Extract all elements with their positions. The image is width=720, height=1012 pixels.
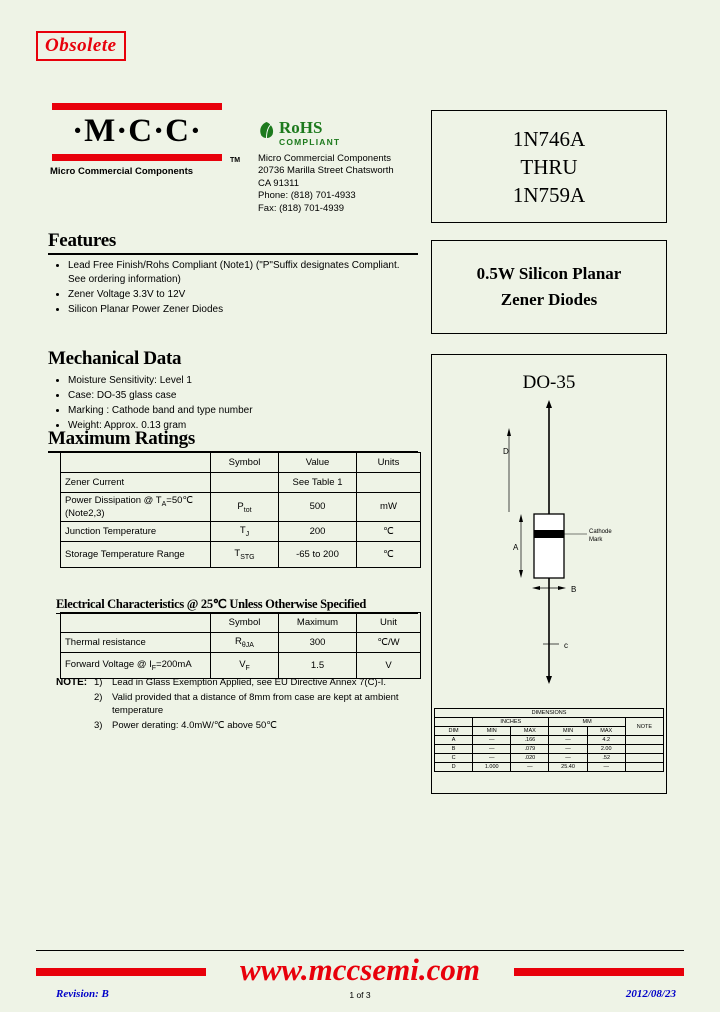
logo-bar-top — [52, 103, 222, 110]
mr-row0-param: Zener Current — [61, 473, 211, 493]
ec-row0-symbol-text: R — [235, 636, 242, 648]
mechanical-list — [48, 374, 418, 433]
ec-row0-unit: ℃/W — [357, 633, 421, 653]
table-row — [435, 754, 664, 763]
website-link[interactable]: www.mccsemi.com — [240, 952, 480, 987]
company-logo — [48, 103, 241, 177]
table-row — [435, 745, 664, 754]
mr-row1-param-text: Power Dissipation @ T — [65, 495, 162, 506]
mr-row1-symbol-text: P — [237, 500, 244, 512]
note-1-text: Lead in Glass Exemption Applied, see EU Directive Annex 7(C)-I. — [112, 677, 387, 688]
dim-row-a-in-min: — — [473, 736, 511, 745]
dim-row-b-in-min: — — [473, 745, 511, 754]
mr-row1-param — [61, 493, 211, 522]
dim-blank — [435, 718, 473, 727]
max-ratings-table-wrap — [60, 452, 421, 568]
dim-b-label: B — [571, 585, 577, 594]
obsolete-stamp: Obsolete — [36, 31, 126, 61]
dim-row-d-in-max: — — [511, 763, 549, 772]
ec-row1-symbol — [211, 653, 279, 679]
ec-row1-symbol-text: V — [239, 659, 246, 671]
company-address — [258, 153, 433, 215]
cathode-label-2: Mark — [589, 537, 603, 543]
list-item: • Zener Voltage 3.3V to 12V — [68, 288, 418, 302]
notes-block — [56, 676, 436, 734]
part-number-line1: 1N746A — [512, 126, 586, 151]
table-row — [435, 763, 664, 772]
dim-row-d-mm-max: — — [587, 763, 625, 772]
list-item: • Marking : Cathode band and type number — [68, 404, 418, 418]
dim-row-a-note — [625, 736, 663, 745]
page-number: 1 of 3 — [349, 990, 371, 1000]
rohs-title — [279, 120, 340, 150]
table-row — [435, 736, 664, 745]
ec-row1-unit: V — [357, 653, 421, 679]
mechanical-section — [48, 348, 418, 434]
mr-row2-symbol — [211, 521, 279, 541]
mr-head-symbol: Symbol — [211, 453, 279, 473]
dim-row-b-dim: B — [435, 745, 473, 754]
svg-text:D: D — [503, 447, 509, 456]
footer-divider — [36, 950, 684, 951]
table-row — [61, 493, 421, 522]
logo-subtitle: Micro Commercial Components — [50, 166, 194, 177]
dimensions-title: DIMENSIONS — [435, 709, 664, 718]
dim-c-label: c — [564, 641, 568, 650]
mr-row3-symbol-text: T — [234, 547, 241, 559]
list-item: 2) Valid provided that a distance of 8mm from case are kept at ambient temperature — [94, 692, 399, 716]
mr-row3-param: Storage Temperature Range — [61, 541, 211, 567]
part-number-line3: 1N759A — [512, 182, 586, 207]
mr-row0-symbol — [211, 473, 279, 493]
footer-bar-right — [514, 968, 684, 976]
dim-row-c-note — [625, 754, 663, 763]
dim-a-label: A — [513, 543, 519, 552]
ec-row0-symbol-sub: θJA — [241, 641, 254, 649]
revision-label: Revision: B — [56, 988, 109, 1000]
features-title: Features — [48, 230, 116, 251]
rohs-header — [258, 120, 433, 150]
max-ratings-table — [60, 452, 421, 568]
list-item: • Case: DO-35 glass case — [68, 389, 418, 403]
max-ratings-section — [48, 428, 418, 453]
table-header-row — [61, 453, 421, 473]
features-list — [48, 259, 418, 316]
logo-bar-bottom — [52, 154, 222, 161]
dim-row-c-mm-max: .52 — [587, 754, 625, 763]
mr-row1-unit: mW — [357, 493, 421, 522]
address-line2: CA 91311 — [258, 177, 300, 189]
dim-row-c-in-min: — — [473, 754, 511, 763]
dim-group-inches: INCHES — [473, 718, 549, 727]
mr-row0-unit — [357, 473, 421, 493]
max-ratings-title: Maximum Ratings — [48, 428, 195, 449]
mr-row2-value: 200 — [279, 521, 357, 541]
footer-bar-left — [36, 968, 206, 976]
list-item: • Silicon Planar Power Zener Diodes — [68, 303, 418, 317]
ec-row1-param-sub: F — [151, 664, 157, 672]
document-date: 2012/08/23 — [625, 988, 676, 1000]
mr-head-units: Units — [357, 453, 421, 473]
mr-row1-symbol-sub: tot — [243, 506, 252, 514]
cathode-label-1: Cathode — [589, 529, 612, 535]
dim-row-b-note — [625, 745, 663, 754]
part-number-line2: THRU — [520, 154, 578, 179]
description-line2: Zener Diodes — [500, 290, 598, 309]
dim-row-d-in-min: 1.000 — [473, 763, 511, 772]
dim-row-d-dim: D — [435, 763, 473, 772]
dim-col-note: NOTE — [625, 718, 663, 736]
electrical-table — [60, 612, 421, 679]
address-company: Micro Commercial Components — [258, 153, 392, 164]
ec-head-max: Maximum — [279, 613, 357, 633]
list-item: • Lead Free Finish/Rohs Compliant (Note1) ("P"Suffix designates Compliant. See ordering information) — [68, 259, 418, 286]
mr-row2-symbol-text: T — [239, 524, 246, 536]
dim-row-a-mm-min: — — [549, 736, 587, 745]
ec-row1-max: 1.5 — [279, 653, 357, 679]
dim-col-mm-min: MIN — [549, 727, 587, 736]
ec-row1-param — [61, 653, 211, 679]
mr-row2-symbol-sub: J — [245, 530, 250, 538]
features-section — [48, 230, 418, 318]
dim-row-d-note — [625, 763, 663, 772]
dim-row-b-mm-max: 2.00 — [587, 745, 625, 754]
rohs-subtitle: COMPLIANT — [279, 137, 341, 147]
mr-head-blank — [61, 453, 211, 473]
dim-col-in-max: MAX — [511, 727, 549, 736]
ec-head-unit: Unit — [357, 613, 421, 633]
electrical-table-wrap — [60, 612, 421, 679]
list-item: • Moisture Sensitivity: Level 1 — [68, 374, 418, 388]
part-number-box — [431, 110, 667, 223]
list-item: 1) Lead in Glass Exemption Applied, see EU Directive Annex 7(C)-I. — [94, 677, 387, 688]
ec-row1-param-text: Forward Voltage @ I — [65, 659, 152, 671]
ec-row0-param: Thermal resistance — [61, 633, 211, 653]
mr-row1-value: 500 — [279, 493, 357, 522]
dim-col-mm-max: MAX — [587, 727, 625, 736]
dim-row-a-dim: A — [435, 736, 473, 745]
dimensions-table-wrap — [434, 708, 664, 772]
package-title: DO-35 — [522, 372, 576, 393]
mr-row3-symbol — [211, 541, 279, 567]
dim-row-c-dim: C — [435, 754, 473, 763]
logo-text: ·M·C·C· — [72, 113, 202, 149]
address-phone: Phone: (818) 701-4933 — [258, 190, 356, 202]
leaf-icon — [258, 121, 275, 140]
dim-row-b-mm-min: — — [549, 745, 587, 754]
mr-row1-symbol — [211, 493, 279, 522]
list-item: 3) Power derating: 4.0mW/℃ above 50℃ — [94, 720, 277, 731]
dim-col-dim: DIM — [435, 727, 473, 736]
ec-head-blank — [61, 613, 211, 633]
note-3-text: Power derating: 4.0mW/℃ above 50℃ — [112, 720, 277, 731]
notes-label: NOTE: — [56, 677, 88, 688]
ec-row0-max: 300 — [279, 633, 357, 653]
table-row — [61, 541, 421, 567]
dim-group-mm: MM — [549, 718, 625, 727]
list-item: • Weight: Approx. 0.13 gram — [68, 419, 418, 433]
product-description-box — [431, 240, 667, 334]
dim-row-c-in-max: .020 — [511, 754, 549, 763]
table-row — [61, 521, 421, 541]
mr-row2-param: Junction Temperature — [61, 521, 211, 541]
dim-row-d-mm-min: 25.40 — [549, 763, 587, 772]
mr-row3-value: -65 to 200 — [279, 541, 357, 567]
table-row — [61, 473, 421, 493]
dim-row-a-mm-max: 4.2 — [587, 736, 625, 745]
description-line1: 0.5W Silicon Planar — [476, 264, 622, 283]
mr-row1-param-sub: A — [161, 500, 167, 508]
features-rule — [48, 253, 418, 255]
mr-row2-unit: ℃ — [357, 521, 421, 541]
mr-row3-symbol-sub: STG — [240, 553, 255, 561]
dimensions-table — [434, 708, 664, 772]
table-row — [61, 653, 421, 679]
rohs-title-text: RoHS — [279, 118, 323, 137]
rohs-address-block — [258, 120, 433, 215]
ec-head-symbol: Symbol — [211, 613, 279, 633]
mr-head-value: Value — [279, 453, 357, 473]
ec-row1-param-tail: =200mA — [156, 659, 192, 671]
mr-row0-value: See Table 1 — [279, 473, 357, 493]
dim-col-in-min: MIN — [473, 727, 511, 736]
table-header-row — [61, 613, 421, 633]
note-2-text: Valid provided that a distance of 8mm from case are kept at ambient temperature — [112, 692, 399, 716]
table-row — [61, 633, 421, 653]
dim-row-c-mm-min: — — [549, 754, 587, 763]
mr-row1-param-tail: =50℃ (Note2,3) — [65, 495, 194, 519]
mechanical-title: Mechanical Data — [48, 348, 182, 369]
logo-trademark: TM — [230, 157, 241, 164]
address-fax: Fax: (818) 701-4939 — [258, 202, 345, 214]
ec-row0-symbol — [211, 633, 279, 653]
electrical-title: Electrical Characteristics @ 25℃ Unless Otherwise Specified — [56, 597, 366, 611]
notes-list — [56, 676, 436, 732]
mr-row3-unit: ℃ — [357, 541, 421, 567]
address-line1: 20736 Marilla Street Chatsworth — [258, 165, 394, 177]
ec-row1-symbol-sub: F — [245, 664, 250, 672]
dim-row-a-in-max: .166 — [511, 736, 549, 745]
dim-row-b-in-max: .079 — [511, 745, 549, 754]
